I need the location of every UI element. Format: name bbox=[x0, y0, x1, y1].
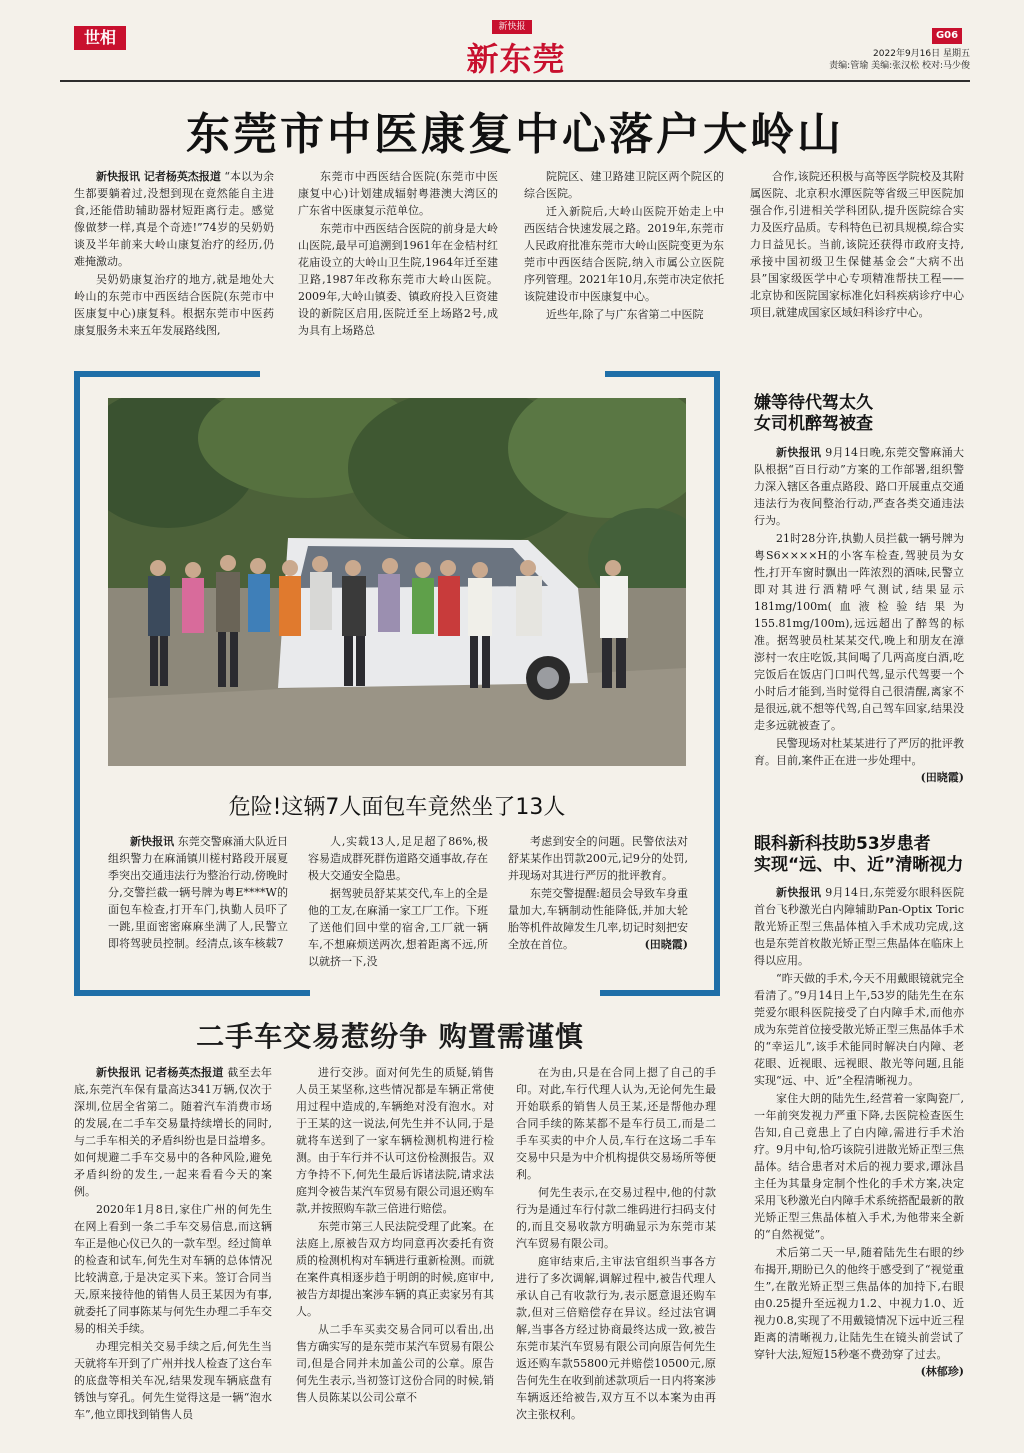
headline-line: 嫌等待代驾太久 bbox=[754, 393, 873, 413]
paragraph: 人,实载13人,足足超了86%,极容易造成群死群伤道路交通事故,存在极大交通安全隐患。 bbox=[308, 835, 488, 882]
paragraph: 何先生表示,在交易过程中,他的付款行为是通过车行付款二维码进行扫码支付的,而且交易收款方明确显示为东莞市某汽车贸易有限公司。 bbox=[516, 1186, 716, 1250]
photo-story-col-1 bbox=[108, 833, 288, 953]
side-story-1-headline bbox=[754, 393, 873, 435]
byline: 新快报讯 bbox=[776, 446, 822, 459]
bottom-headline: 二手车交易惹纷争 购置需谨慎 bbox=[196, 1020, 584, 1053]
bottom-col-2 bbox=[296, 1064, 494, 1407]
paragraph: “昨天做的手术,今天不用戴眼镜就完全看清了。”9月14日上午,53岁的陆先生在东莞爱尔眼科医院接受了白内障手术,而他亦成为东莞首位接受散光矫正型三焦晶体手术的“幸运儿”,该手术能同时解决白内障、老花眼、近视眼、远视眼、散光等问题,且能实现“远、中、近”全程清晰视力。 bbox=[754, 972, 964, 1087]
paragraph bbox=[108, 833, 288, 952]
section-tag: 世相 bbox=[74, 26, 126, 50]
headline-line: 实现“远、中、近”清晰视力 bbox=[754, 855, 964, 875]
paragraph: 庭审结束后,主审法官组织当事各方进行了多次调解,调解过程中,被告代理人承认自己有收款行为,表示愿意退还购车款,但对三倍赔偿存在异议。经过法官调解,当事各方经过协商最终达成一致,被告东莞市某汽车贸易有限公司向原告何先生返还购车款55800元并赔偿10500元,原告何先生在收到前述款项后一日内将案涉车辆返还给被告,双方互不以本案为由再次主张权利。 bbox=[516, 1255, 716, 1421]
paragraph-text: 9月14日晚,东莞交警麻涌大队根据“百日行动”方案的工作部署,组织警力深入辖区各重点路段、路口开展重点交通违法行为夜间整治行动,严查各类交通违法行为。 bbox=[754, 446, 965, 527]
headline-line: 眼科新科技助53岁患者 bbox=[754, 834, 931, 854]
credit: (田晓霞) bbox=[920, 771, 964, 784]
paragraph: 考虑到安全的问题。民警依法对舒某某作出罚款200元,记9分的处罚,并现场对其进行严厉的批评教育。 bbox=[508, 835, 688, 882]
byline: 新快报讯 记者杨英杰报道 bbox=[96, 1066, 224, 1079]
paragraph-text: 9月14日,东莞爱尔眼科医院首台飞秒激光白内障辅助Pan-Optix Toric散光矫正型三焦晶体植入手术成功完成,这也是东莞首枚散光矫正型三焦晶体在临床上得以应用。 bbox=[754, 886, 965, 967]
paragraph-text: 民警现场对杜某某进行了严厉的批评教育。目前,案件正在进一步处理中。 bbox=[754, 737, 964, 767]
bottom-col-3 bbox=[516, 1064, 716, 1424]
paragraph bbox=[508, 885, 688, 953]
credit: (林郁珍) bbox=[920, 1365, 964, 1378]
paragraph: 进行交涉。面对何先生的质疑,销售人员王某坚称,这些情况都是车辆正常使用过程中造成的,车辆绝对没有泡水。对于王某的这一说法,何先生并不认同,于是就将车送到了一家车辆检测机构进行检测。由于车行并不认可这份检测报告。双方争持不下,何先生最后诉诸法院,请求法庭判令被告某汽车贸易有限公司退还购车款,并按照购车款三倍进行赔偿。 bbox=[296, 1066, 494, 1215]
paragraph: 东莞市中西医结合医院的前身是大岭山医院,最早可追溯到1961年在金桔村红花庙设立的大岭山卫生院,1964年迁至建卫路,1987年改称东莞市大岭山医院。2009年,大岭山镇委、镇政府投入巨资建设的新院区启用,医院迁至上场路2号,成为具有上场路总 bbox=[298, 222, 498, 337]
paragraph: 办理完相关交易手续之后,何先生当天就将车开到了广州并找人检查了这台车的底盘等相关车况,结果发现车辆底盘有锈蚀与穿孔。何先生觉得这是一辆“泡水车”,他立即找到销售人员 bbox=[74, 1340, 272, 1421]
frame-gap-bottom bbox=[310, 989, 600, 1003]
byline: 新快报讯 bbox=[776, 886, 822, 899]
paragraph: 在为由,只是在合同上摁了自己的手印。对此,车行代理人认为,无论何先生最开始联系的销售人员王某,还是帮他办理合同手续的陈某都不是车行员工,而是二手车买卖的中介人员,车行在这场二手车交易中只是为中介机构提供交易场所等便利。 bbox=[516, 1066, 716, 1181]
frame-gap-top bbox=[260, 365, 605, 379]
paragraph: 迁入新院后,大岭山医院开始走上中西医结合快速发展之路。2019年,东莞市人民政府批准东莞市大岭山医院变更为东莞市中西医结合医院,纳入市属公立医院序列管理。2021年10月,东莞市决定依托该院建设市中医康复中心。 bbox=[524, 205, 724, 303]
side-story-2-body bbox=[754, 884, 964, 1380]
byline: 新快报讯 bbox=[130, 835, 175, 848]
paragraph: 吴奶奶康复治疗的地方,就是地处大岭山的东莞市中西医结合医院(东莞市中医康复中心)康复科。根据东莞市中医药康复服务未来五年发展路线图, bbox=[74, 273, 274, 337]
page-brand: 新东莞 bbox=[466, 40, 566, 78]
news-photo-van bbox=[108, 398, 686, 766]
paragraph-text: 术后第二天一早,随着陆先生右眼的纱布揭开,期盼已久的他终于感受到了“视觉重生”,在散光矫正型三焦晶体的加持下,右眼由0.25提升至远视力1.2、中视力1.0、近视力0.8,实现了不用戴镜情况下远中近三程距离的清晰视力,让陆先生在镜头前尝试了穿针大法,短短15秒毫不费劲穿了过去。 bbox=[754, 1246, 964, 1361]
paragraph bbox=[754, 1244, 964, 1378]
paragraph bbox=[74, 1064, 272, 1200]
paragraph-text: “本以为余生都要躺着过,没想到现在竟然能自主进食,还能借助辅助器材短距离行走。感觉像做梦一样,真是个奇迹!”74岁的吴奶奶谈及半年前来大岭山康复治疗的经历,仍难掩激动。 bbox=[74, 170, 274, 268]
page-number: G06 bbox=[932, 28, 962, 44]
photo-caption: 危险!这辆7人面包车竟然坐了13人 bbox=[228, 795, 566, 820]
lead-col-4 bbox=[750, 168, 964, 322]
bottom-col-1 bbox=[74, 1064, 272, 1424]
paragraph: 院院区、建卫路建卫院区两个院区的综合医院。 bbox=[524, 170, 724, 200]
byline: 新快报讯 记者杨英杰报道 bbox=[96, 170, 221, 183]
brand-small-label: 新快报 bbox=[492, 20, 532, 34]
paragraph bbox=[754, 444, 964, 529]
paragraph: 近些年,除了与广东省第二中医院 bbox=[546, 308, 704, 321]
paragraph: 从二手车买卖交易合同可以看出,出售方确实写的是东莞市某汽车贸易有限公司,但是合同并未加盖公司的公章。原告何先生表示,当初签订这份合同的时候,销售人员陈某以公司公章不 bbox=[296, 1323, 494, 1404]
photo-story-col-3 bbox=[508, 833, 688, 954]
paragraph bbox=[754, 735, 964, 784]
credit: (田晓霞) bbox=[644, 938, 688, 951]
side-story-2-headline bbox=[754, 834, 963, 876]
paragraph: 东莞市中西医结合医院(东莞市中医康复中心)计划建成辐射粤港澳大湾区的广东省中医康复示范单位。 bbox=[298, 170, 498, 217]
lead-col-1 bbox=[74, 168, 274, 340]
paragraph-text: 东莞交警提醒:超员会导致车身重量加大,车辆制动性能降低,并加大轮胎等机件故障发生几率,切记时刻把安全放在首位。 bbox=[508, 887, 688, 951]
paragraph-text: 截至去年底,东莞汽车保有量高达341万辆,仅次于深圳,位居全省第二。随着汽车消费市场的发展,在二手车交易量持续增长的同时,与二手车相关的矛盾纠纷也是日益增多。如何规避二手车交易中的各种风险,避免矛盾纠纷的发生,一起来看看今天的案例。 bbox=[74, 1066, 272, 1198]
photo-story-col-2 bbox=[308, 833, 488, 971]
lead-col-2 bbox=[298, 168, 498, 340]
paragraph: 2020年1月8日,家住广州的何先生在网上看到一条二手车交易信息,而这辆车正是他心仪已久的一款车型。经过简单的检查和试车,何先生对车辆的总体情况比较满意,于是决定买下来。签订合同当天,原来接待他的销售人员王某因为有事,就委托了同事陈某与何先生办理二手车交易的相关手续。 bbox=[74, 1203, 272, 1335]
header-rule bbox=[60, 80, 970, 82]
paragraph: 合作,该院还积极与高等医学院校及其附属医院、北京积水潭医院等省级三甲医院加强合作,引进相关学科团队,提升医院综合实力及医疗品质。专科特色已初具规模,综合实力日益见长。当前,该院还获得市政府支持,承接中国初级卫生保健基金会“大病不出县”国家级医学中心专项精准帮扶工程——北京协和医院国家标准化妇科疾病诊疗中心项目,就建成国家区域妇科诊疗中心。 bbox=[750, 170, 964, 319]
side-story-1-body bbox=[754, 444, 964, 786]
paragraph-text: 东莞交警麻涌大队近日组织警力在麻涌镇川槎村路段开展夏季突出交通违法行为整治行动,傍晚时分,交警拦截一辆号牌为粤E****W的面包车检查,打开车门,执勤人员吓了一跳,里面密密麻麻坐满了人,民警立即将驾驶员控制。经清点,该车核载7 bbox=[108, 835, 289, 950]
editors-line: 责编:管瑜 美编:张汉松 校对:马少俊 bbox=[829, 61, 970, 71]
lead-col-3 bbox=[524, 168, 724, 324]
headline-line: 女司机醉驾被查 bbox=[754, 414, 873, 434]
lead-headline: 东莞市中医康复中心落户大岭山 bbox=[186, 109, 844, 160]
paragraph: 东莞市第三人民法院受理了此案。在法庭上,原被告双方均同意再次委托有资质的检测机构对车辆进行重新检测。而就在案件真相逐步趋于明朗的时候,庭审中,被告方却提出案涉车辆的真正卖家另有其人。 bbox=[296, 1220, 494, 1318]
paragraph bbox=[74, 168, 274, 270]
paragraph: 家住大朗的陆先生,经营着一家陶瓷厂,一年前突发视力严重下降,去医院检查医生告知,自己竟患上了白内障,需进行手术治疗。9月中旬,恰巧该院引进散光矫正型三焦晶体。结合患者对术后的视力要求,谭泳昌主任为其量身定制个性化的手术方案,决定采用飞秒激光白内障手术系统搭配最新的散光矫正型三焦晶体植入手术,为他带来全新的“自然视觉”。 bbox=[754, 1092, 964, 1241]
paragraph bbox=[754, 884, 964, 969]
paragraph: 据驾驶员舒某某交代,车上的全是他的工友,在麻涌一家工厂工作。下班了送他们回中堂的宿舍,工厂就一辆车,不想麻烦送两次,想着距离不远,所以就挤一下,没 bbox=[308, 887, 488, 968]
issue-date: 2022年9月16日 星期五 bbox=[873, 49, 970, 59]
paragraph: 21时28分许,执勤人员拦截一辆号牌为粤S6××××H的小客车检查,驾驶员为女性,打开车窗时飘出一阵浓烈的酒味,民警立即对其进行酒精呼气测试,结果显示181mg/100m(血液检验结果为155.81mg/100m),远远超出了醉驾的标准。据驾驶员杜某某交代,晚上和朋友在漳澎村一农庄吃饭,其间喝了几两高度白酒,吃完饭后在饭店门口叫代驾,显示代驾要一个小时后才能到,当时觉得自己很清醒,离家不是很远,就不想等代驾,自己驾车回家,结果没走多远就被查了。 bbox=[754, 532, 964, 732]
